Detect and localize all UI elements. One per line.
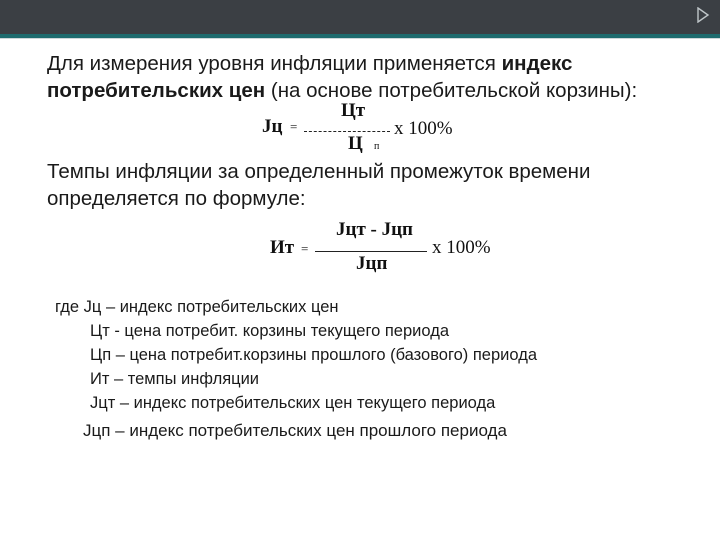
formula-cpi-numerator: Цт xyxy=(341,100,366,121)
formula-rate-multiplier: х 100% xyxy=(432,237,491,258)
definition-base-cpi: Jцп – индекс потребительских цен прошлого периода xyxy=(83,421,507,440)
intro-line-1-bold: индекс xyxy=(501,52,573,75)
definition-inflation-rate: Ит – темпы инфляции xyxy=(90,370,260,388)
middle-line-2: определяется по формуле: xyxy=(47,187,306,210)
formula-rate-fraction-bar xyxy=(315,251,427,252)
middle-line-1: Темпы инфляции за определенный промежуток времени xyxy=(47,160,591,183)
intro-line-1-text: Для измерения уровня инфляции применяется xyxy=(47,52,502,75)
definition-current-price: Цт - цена потребит. корзины текущего периода xyxy=(90,322,449,340)
formula-cpi-multiplier: х 100% xyxy=(394,118,453,139)
formula-cpi-denominator: Ц xyxy=(348,133,363,154)
formula-cpi-equals: = xyxy=(290,119,298,134)
formula-cpi-denominator-sub: п xyxy=(374,141,380,152)
formula-rate-denominator: Jцп xyxy=(356,253,388,274)
intro-line-2-bold: потребительских цен xyxy=(47,79,266,102)
formula-cpi-lhs: Jц xyxy=(262,116,283,137)
header-divider-line xyxy=(0,38,720,39)
intro-line-1 xyxy=(47,50,572,77)
definition-current-cpi: Jцт – индекс потребительских цен текущего периода xyxy=(90,394,496,412)
formula-rate-equals: = xyxy=(301,241,309,256)
formula-rate-lhs: Ит xyxy=(270,237,295,258)
intro-line-2-text: (на основе потребительской корзины): xyxy=(265,79,638,102)
slide-header-bar xyxy=(0,0,720,34)
definition-cpi: где Jц – индекс потребительских цен xyxy=(55,298,339,316)
corner-triangle-icon xyxy=(696,7,710,23)
formula-cpi-fraction-bar xyxy=(304,131,390,132)
formula-rate-numerator: Jцт - Jцп xyxy=(336,219,414,240)
definition-base-price: Цп – цена потребит.корзины прошлого (базового) периода xyxy=(90,346,537,364)
